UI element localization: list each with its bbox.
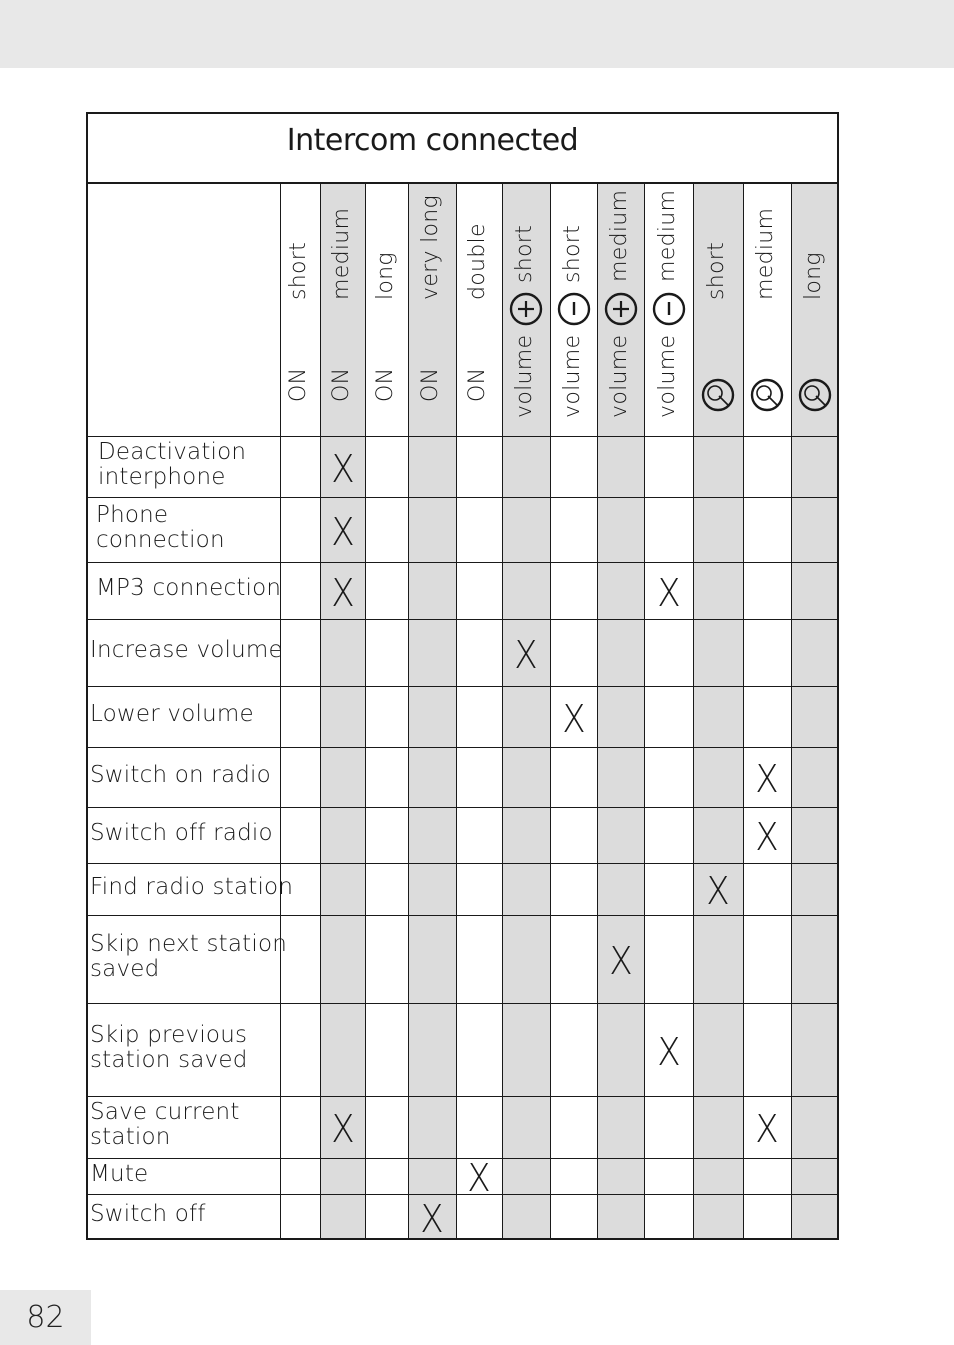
check-mark: X	[755, 1107, 779, 1151]
row-label: Save current station	[90, 1099, 240, 1150]
column-header-duration: medium	[328, 207, 354, 300]
column-header-button: volume	[606, 334, 632, 418]
row-label: Switch off radio	[90, 820, 273, 846]
column-header-duration: medium	[606, 189, 632, 282]
column-header-duration: short	[286, 241, 311, 300]
row-label: Find radio station	[90, 874, 294, 900]
check-mark: X	[330, 509, 355, 554]
column-header-button: ON	[328, 367, 354, 402]
check-mark: X	[656, 1029, 681, 1074]
row-label: Increase volume	[90, 637, 283, 663]
check-mark: X	[330, 570, 355, 615]
check-mark: X	[330, 446, 355, 491]
check-mark: X	[755, 815, 779, 859]
check-mark: X	[514, 632, 538, 677]
column-header-button: ON	[465, 367, 490, 402]
column-header-duration: medium	[753, 207, 778, 300]
column-header-duration: double	[465, 223, 490, 300]
row-label: Phone connection	[96, 502, 225, 553]
check-mark: X	[755, 757, 779, 801]
row-label: Deactivation interphone	[98, 439, 247, 490]
check-mark: X	[561, 696, 586, 741]
column-header-button: ON	[418, 367, 443, 402]
check-mark: X	[420, 1196, 444, 1241]
column-header-duration: very long	[418, 194, 443, 300]
column-header-button: ON	[372, 367, 398, 402]
check-mark: X	[467, 1156, 491, 1200]
column-header-duration: short	[704, 241, 729, 300]
row-label: Switch off	[90, 1201, 206, 1227]
column-header-button: ON	[286, 367, 311, 402]
column-header-button: volume	[654, 334, 680, 418]
page-number: 82	[0, 1290, 91, 1345]
column-header-button: volume	[512, 334, 537, 418]
row-label: Skip previous station saved	[90, 1022, 248, 1073]
column-header-duration: short	[559, 224, 585, 283]
column-header-duration: long	[800, 252, 826, 300]
check-mark: X	[608, 939, 633, 983]
table-title: Intercom connected	[286, 122, 579, 158]
column-header-button: volume	[559, 334, 585, 418]
check-mark: X	[330, 1107, 355, 1151]
check-mark: X	[656, 570, 681, 615]
row-label: Switch on radio	[90, 762, 271, 788]
row-label: Skip next station saved	[90, 931, 288, 982]
column-header-duration: short	[512, 224, 537, 283]
row-label: Lower volume	[90, 701, 254, 727]
column-header-duration: long	[372, 252, 398, 300]
table-frame	[86, 112, 839, 1240]
column-header-duration: medium	[654, 189, 680, 282]
row-label: Mute	[90, 1161, 149, 1187]
row-label: MP3 connection	[96, 575, 282, 601]
check-mark: X	[706, 869, 730, 913]
